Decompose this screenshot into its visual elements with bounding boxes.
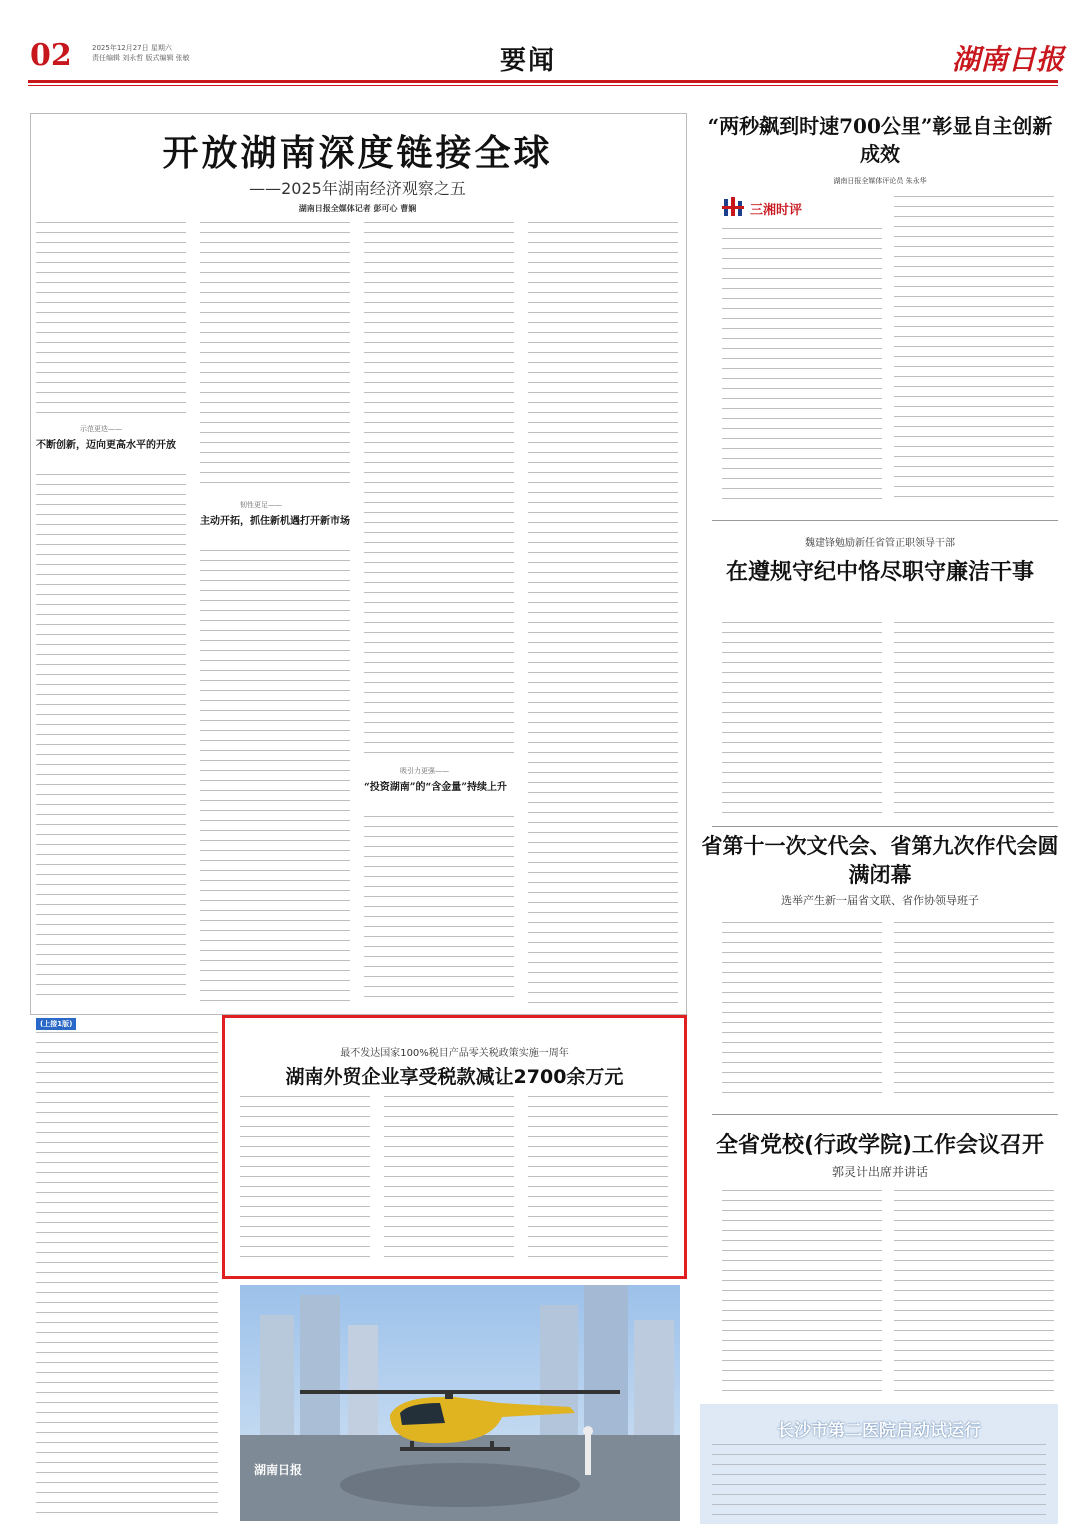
main-sub2-kicker: 韧性更足——: [240, 501, 282, 509]
article3-body-col1: [722, 922, 882, 1102]
main-article-byline: 湖南日报全媒体记者 彭可心 曹娴: [298, 204, 417, 213]
helicopter-photo: [240, 1285, 680, 1521]
article4-subtitle: 郭灵计出席并讲话: [831, 1165, 928, 1179]
highlight-body-col2: [384, 1096, 514, 1266]
main-article-subtitle: ——2025年湖南经济观察之五: [249, 179, 466, 198]
article4-body-col2: [894, 1190, 1054, 1394]
newspaper-logo: 湖南日报: [952, 43, 1065, 76]
divider: [712, 826, 1058, 827]
article4-title: 全省党校(行政学院)工作会议召开: [715, 1133, 1045, 1158]
article3-subtitle: 选举产生新一届省文联、省作协领导班子: [781, 894, 979, 907]
main-body-col2a: [200, 222, 350, 492]
article2-title: 在遵规守纪中恪尽职守廉洁干事: [725, 560, 1034, 585]
main-sub3-kicker: 吸引力更强——: [400, 767, 449, 775]
hospital-caption-body: [712, 1444, 1046, 1518]
continuation-body: [36, 1032, 218, 1520]
header-rule: [28, 80, 1058, 83]
main-article-title: 开放湖南深度链接全球: [162, 132, 553, 174]
issue-editors: 责任编辑 刘永哲 版式编辑 张敏: [92, 54, 190, 62]
main-body-col1a: [36, 222, 186, 414]
commentary-title: “两秒飙到时速700公里”彰显自主创新成效: [707, 114, 1053, 166]
article3-body-col2: [894, 922, 1054, 1102]
article2-body-col2: [894, 622, 1054, 820]
article2-body-col1: [722, 622, 882, 820]
hospital-caption-title: 长沙市第二医院启动试运行: [777, 1421, 981, 1441]
issue-meta: [92, 43, 232, 63]
main-body-col1b: [36, 474, 186, 1004]
divider: [712, 520, 1058, 521]
main-sub2-heading: 主动开拓，抓住新机遇打开新市场: [200, 516, 350, 527]
main-sub1-heading: 不断创新，迈向更高水平的开放: [36, 440, 176, 451]
section-name: 要闻: [500, 46, 557, 76]
highlight-kicker: 最不发达国家100%税目产品零关税政策实施一周年: [340, 1048, 569, 1059]
main-sub1-kicker: 示范更迭——: [80, 425, 122, 433]
article2-kicker: 魏建锋勉励新任省管正职领导干部: [805, 538, 955, 549]
continuation-label: (上接1版): [36, 1018, 76, 1030]
main-body-col2b: [200, 550, 350, 1004]
photo-watermark: 湖南日报: [254, 1463, 303, 1477]
commentary-byline: 湖南日报全媒体评论员 朱永华: [833, 177, 927, 185]
commentary-body-col2: [894, 196, 1054, 506]
main-body-col3b: [364, 816, 514, 1004]
highlight-body-col1: [240, 1096, 370, 1266]
commentary-body-col1: [722, 228, 882, 506]
helicopter-scene-icon: [240, 1285, 680, 1521]
header-rule-thin: [28, 85, 1058, 86]
main-body-col3a: [364, 222, 514, 758]
column-logo: [722, 196, 842, 220]
divider: [712, 1114, 1058, 1115]
issue-date: 2025年12月27日 星期六: [92, 44, 172, 52]
article4-body-col1: [722, 1190, 882, 1394]
page-number: 02: [30, 38, 72, 73]
main-sub3-heading: “投资湖南”的“含金量”持续上升: [364, 782, 508, 793]
highlight-body-col3: [528, 1096, 668, 1266]
column-logo-text: 三湘时评: [750, 203, 803, 218]
highlight-title: 湖南外贸企业享受税款减让2700余万元: [285, 1066, 624, 1088]
main-body-col4: [528, 222, 678, 1004]
article3-title: 省第十一次文代会、省第九次作代会圆满闭幕: [701, 834, 1059, 887]
sanxiang-logo-icon: [722, 196, 746, 218]
